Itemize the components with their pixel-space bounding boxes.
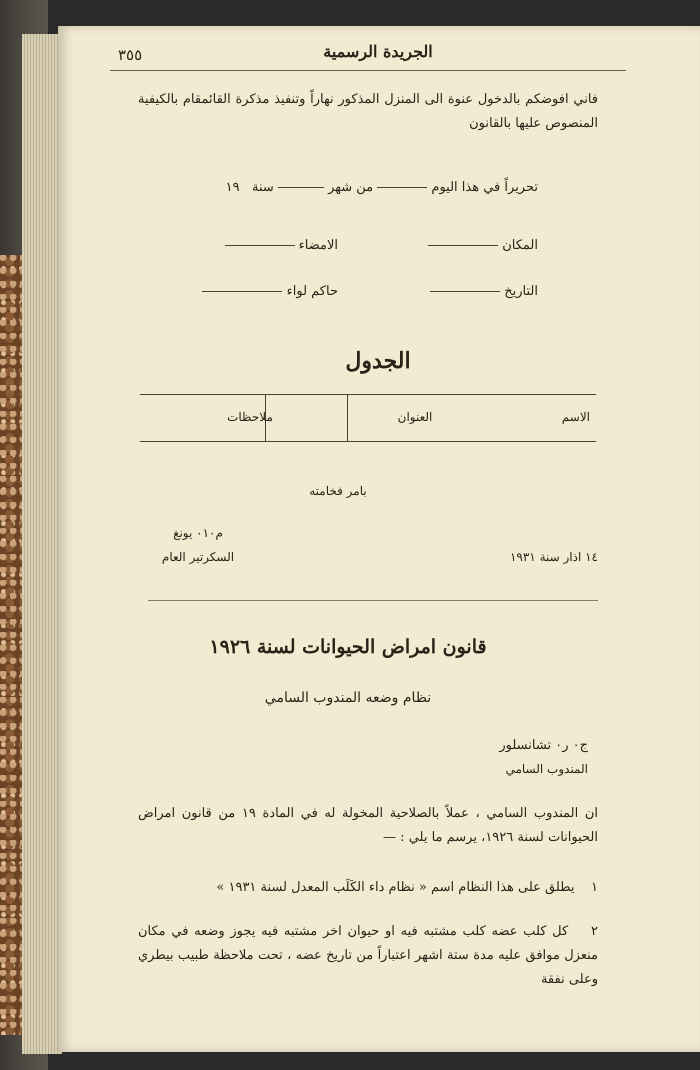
- schedule-title: الجدول: [345, 348, 411, 374]
- place-label: المكان: [502, 238, 538, 253]
- by-order: بامر فخامته: [309, 484, 367, 498]
- signatory-role: السكرتير العام: [161, 550, 235, 564]
- law-subtitle: نظام وضعه المندوب السامي: [264, 690, 432, 706]
- page-edges: [22, 34, 62, 1054]
- article-text: يطلق على هذا النظام اسم « نظام داء الكَلَب المعدل لسنة ١٩٣١ »: [216, 880, 575, 895]
- author-role: المندوب السامي: [505, 762, 588, 776]
- date-label: التاريخ: [504, 284, 538, 299]
- header-rule: [110, 70, 626, 71]
- governor-label: حاكم لواء: [286, 284, 338, 299]
- article-text: كل كلب عضه كلب مشتبه فيه او حيوان اخر مشتبه فيه يجوز وضعه في مكان منعزل موافق عليه مدة ستة اشهر اعتباراً من تاريخ عضه ، تحت ملاحظة طبيب بيطري وعلى نفقة: [138, 924, 598, 987]
- author-name: ج٠ ر٠ تشانسلور: [499, 738, 588, 753]
- date-field: [388, 284, 538, 299]
- section-divider: [148, 600, 598, 601]
- date-line: [208, 180, 538, 195]
- page-number: ٣٥٥: [118, 46, 143, 64]
- preamble: ان المندوب السامي ، عملاً بالصلاحية المخولة له في المادة ١٩ من قانون امراض الحيوانات لسنة ١٩٢٦، يرسم ما يلي : —: [138, 806, 599, 845]
- article-2: [138, 920, 598, 992]
- article-number: ١: [591, 880, 598, 895]
- governor-field: [168, 284, 338, 299]
- place-field: [388, 238, 538, 253]
- col-notes: ملاحظات: [227, 410, 273, 424]
- running-title: الجريدة الرسمية: [323, 42, 433, 61]
- article-1: [138, 876, 598, 900]
- month-label: من شهر: [328, 180, 374, 195]
- year-label: سنة: [251, 180, 274, 195]
- signatory-initials: م٠١٠ يونغ: [173, 526, 223, 540]
- intro-paragraph: فاني افوضكم بالدخول عنوة الى المنزل المذكور نهاراً وتنفيذ مذكرة القائمقام بالكيفية المنصوص عليها بالقانون: [138, 92, 598, 131]
- date-prefix: تحريراً في هذا اليوم: [431, 180, 538, 195]
- marbled-edge: [0, 255, 22, 1035]
- document-page: [58, 26, 700, 1052]
- issue-date: ١٤ اذار سنة ١٩٣١: [509, 550, 598, 564]
- century-label: ١٩: [225, 180, 240, 195]
- law-title: قانون امراض الحيوانات لسنة ١٩٢٦: [209, 636, 487, 658]
- signature-label: الامضاء: [298, 238, 338, 253]
- col-address: العنوان: [397, 410, 433, 424]
- schedule-table: [140, 394, 596, 442]
- signature-field: [188, 238, 338, 253]
- article-number: ٢: [591, 924, 598, 939]
- col-name: الاسم: [561, 410, 590, 424]
